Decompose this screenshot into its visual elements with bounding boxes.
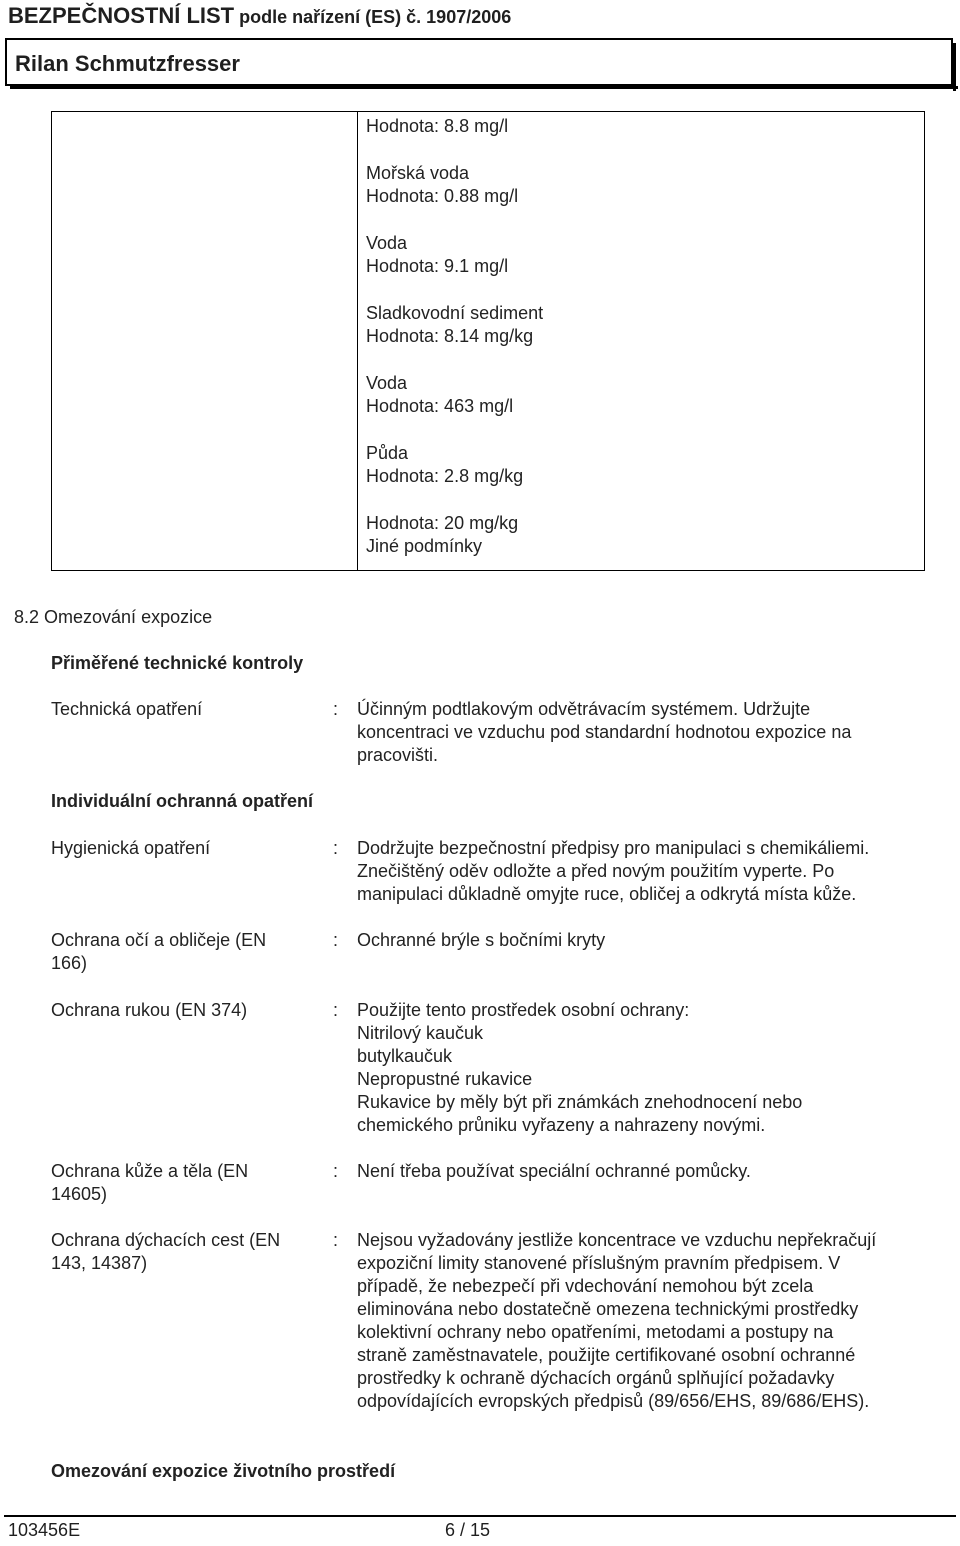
- respiratory-protection-row: [51, 1229, 941, 1415]
- text-line: Nepropustné rukavice: [357, 1069, 533, 1089]
- text-line: Nitrilový kaučuk: [357, 1023, 484, 1043]
- skin-protection-row: [51, 1160, 941, 1208]
- text-line: pracovišti.: [357, 745, 439, 765]
- text-line: expoziční limity stanovené příslušným pravním předpisem. V: [357, 1253, 841, 1273]
- pnec-compartment: Mořská voda: [366, 163, 470, 183]
- text-line: odpovídajících evropských předpisů (89/656/EHS, 89/686/EHS).: [357, 1391, 870, 1411]
- pnec-value: Hodnota: 8.8 mg/l: [366, 116, 509, 136]
- hand-protection-label: Ochrana rukou (EN 374): [51, 1000, 248, 1020]
- text-line: Není třeba používat speciální ochranné pomůcky.: [357, 1161, 751, 1181]
- text-line: kolektivní ochrany nebo opatřeními, metodami a postupy na: [357, 1322, 834, 1342]
- hygiene-row: [51, 837, 941, 907]
- document-title-main: BEZPEČNOSTNÍ LIST: [8, 3, 235, 28]
- pnec-entry: [366, 302, 924, 348]
- technical-measures-value: [357, 698, 941, 767]
- pnec-table: [51, 111, 925, 571]
- respiratory-protection-label: [51, 1229, 321, 1275]
- text-line: 143, 14387): [51, 1253, 148, 1273]
- pnec-entry: [366, 232, 924, 278]
- hygiene-value: [357, 837, 941, 906]
- pnec-entry: [366, 512, 924, 558]
- text-line: 14605): [51, 1184, 108, 1204]
- respiratory-protection-value: [357, 1229, 941, 1413]
- table-cell-empty: [52, 112, 358, 571]
- text-line: Účinným podtlakovým odvětrávacím systémem. Udržujte: [357, 699, 811, 719]
- text-line: Znečištěný oděv odložte a před novým použitím vyperte. Po: [357, 861, 835, 881]
- pnec-value: Hodnota: 463 mg/l: [366, 396, 514, 416]
- environmental-exposure-heading: Omezování expozice životního prostředí: [51, 1461, 396, 1481]
- pnec-value: Hodnota: 0.88 mg/l: [366, 186, 519, 206]
- colon-separator: :: [333, 1000, 339, 1020]
- pnec-value: Hodnota: 2.8 mg/kg: [366, 466, 524, 486]
- ppe-heading: Individuální ochranná opatření: [51, 791, 314, 811]
- text-line: butylkaučuk: [357, 1046, 453, 1066]
- pnec-note: Jiné podmínky: [366, 536, 483, 556]
- colon-separator: :: [333, 930, 339, 950]
- skin-protection-label: [51, 1160, 321, 1206]
- pnec-entry: [366, 442, 924, 488]
- text-line: chemického průniku vyřazeny a nahrazeny novými.: [357, 1115, 766, 1135]
- eye-protection-label: [51, 929, 321, 975]
- colon-separator: :: [333, 1230, 339, 1250]
- text-line: Nejsou vyžadovány jestliže koncentrace ve vzduchu nepřekračují: [357, 1230, 877, 1250]
- eye-protection-row: [51, 929, 941, 977]
- pnec-compartment: Voda: [366, 233, 408, 253]
- pnec-entry: [366, 115, 924, 138]
- document-title-regulation: podle nařízení (ES) č. 1907/2006: [239, 7, 512, 27]
- pnec-compartment: Půda: [366, 443, 409, 463]
- hygiene-label: Hygienická opatření: [51, 838, 211, 858]
- text-line: Použijte tento prostředek osobní ochrany:: [357, 1000, 690, 1020]
- footer-divider: [4, 1515, 956, 1517]
- technical-measures-row: [51, 698, 941, 768]
- text-line: 166): [51, 953, 88, 973]
- colon-separator: :: [333, 838, 339, 858]
- technical-controls-heading: Přiměřené technické kontroly: [51, 653, 304, 673]
- pnec-value: Hodnota: 20 mg/kg: [366, 513, 519, 533]
- hand-protection-row: [51, 999, 941, 1139]
- product-name-box: [5, 38, 953, 86]
- skin-protection-value: [357, 1160, 941, 1183]
- colon-separator: :: [333, 1161, 339, 1181]
- text-line: straně zaměstnavatele, použijte certifikované osobní ochranné: [357, 1345, 856, 1365]
- text-line: Ochrana očí a obličeje (EN: [51, 930, 267, 950]
- pnec-compartment: Voda: [366, 373, 408, 393]
- text-line: manipulaci důkladně omyjte ruce, obličej a odkrytá místa kůže.: [357, 884, 857, 904]
- pnec-compartment: Sladkovodní sediment: [366, 303, 544, 323]
- document-title: [8, 4, 511, 29]
- eye-protection-value: [357, 929, 941, 952]
- text-line: Ochranné brýle s bočními kryty: [357, 930, 606, 950]
- technical-measures-label: Technická opatření: [51, 699, 203, 719]
- hand-protection-value: [357, 999, 941, 1137]
- pnec-value: Hodnota: 8.14 mg/kg: [366, 326, 534, 346]
- text-line: Rukavice by měly být při známkách znehodnocení nebo: [357, 1092, 803, 1112]
- table-cell-values: [358, 112, 925, 571]
- pnec-entry: [366, 372, 924, 418]
- text-line: koncentraci ve vzduchu pod standardní hodnotou expozice na: [357, 722, 852, 742]
- pnec-entry: [366, 162, 924, 208]
- text-line: eliminována nebo dostatečně omezena technickými prostředky: [357, 1299, 859, 1319]
- product-name: Rilan Schmutzfresser: [15, 51, 240, 76]
- text-line: Ochrana dýchacích cest (EN: [51, 1230, 281, 1250]
- pnec-value: Hodnota: 9.1 mg/l: [366, 256, 509, 276]
- text-line: Ochrana kůže a těla (EN: [51, 1161, 249, 1181]
- text-line: Dodržujte bezpečnostní předpisy pro manipulaci s chemikáliemi.: [357, 838, 870, 858]
- text-line: prostředky k ochraně dýchacích orgánů splňující požadavky: [357, 1368, 835, 1388]
- colon-separator: :: [333, 699, 339, 719]
- page-number: 6 / 15: [445, 1520, 491, 1540]
- table-row: [52, 112, 925, 571]
- text-line: případě, že nebezpečí při vdechování nemohou být zcela: [357, 1276, 814, 1296]
- section-title: 8.2 Omezování expozice: [14, 607, 213, 627]
- document-code: 103456E: [8, 1520, 81, 1540]
